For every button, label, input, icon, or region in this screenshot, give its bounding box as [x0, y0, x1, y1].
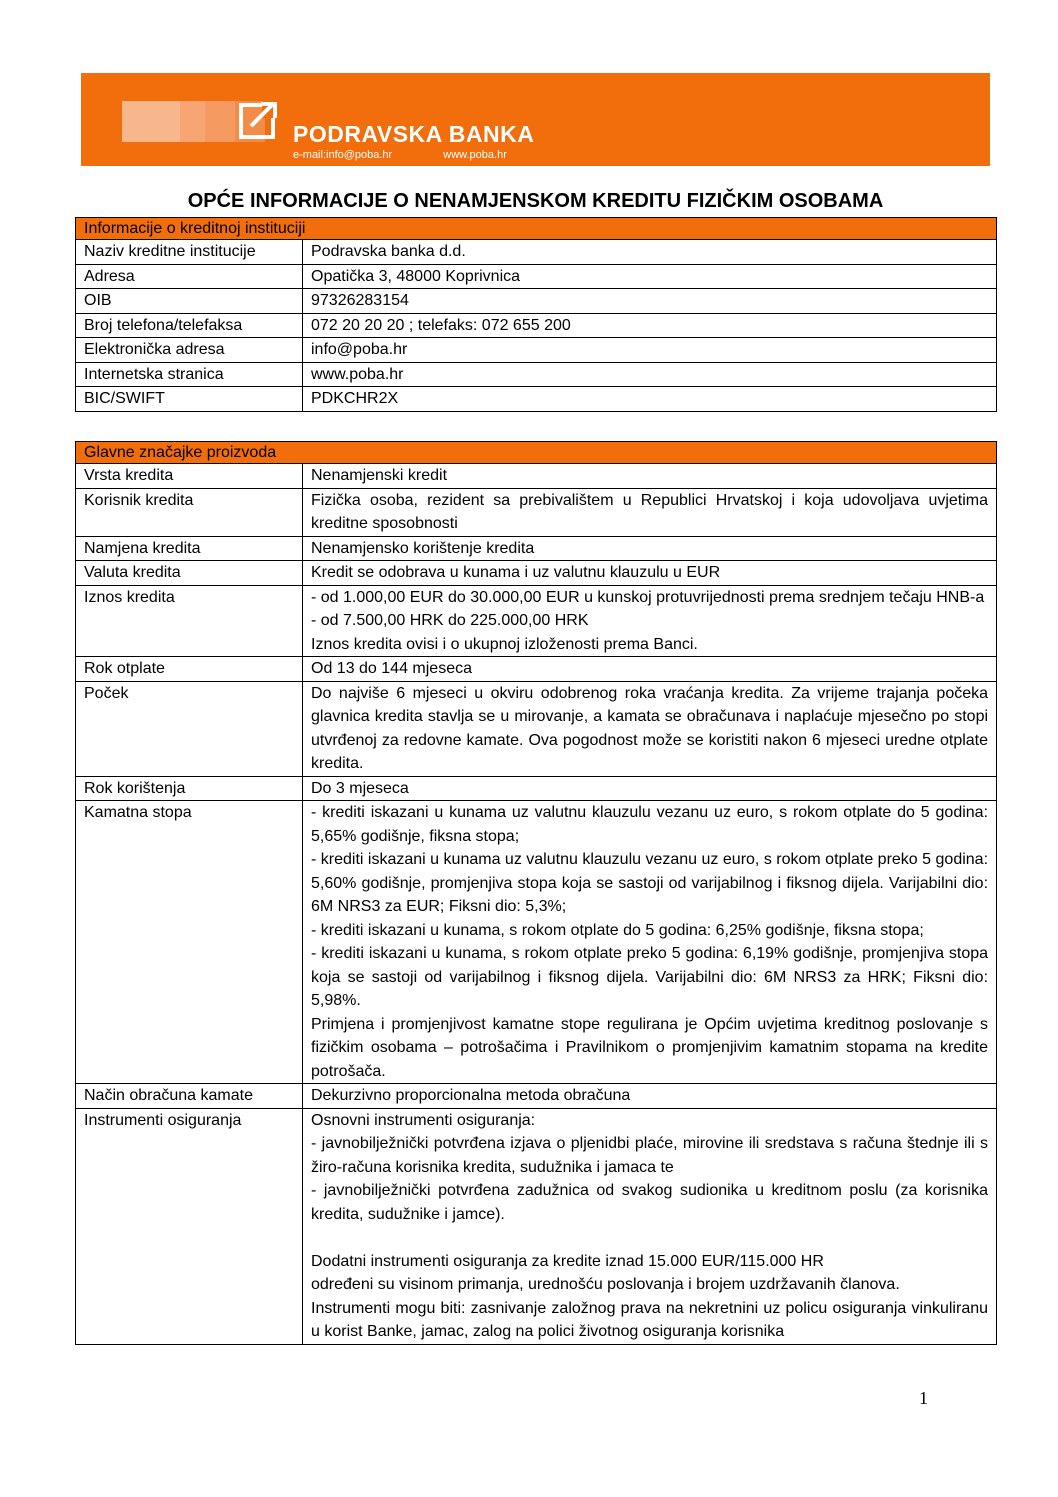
row-label: Internetska stranica	[76, 362, 303, 387]
value-line: - krediti iskazani u kunama, s rokom otplate preko 5 godina: 6,19% godišnje, promjenjiva stopa koja se sastoji od varijabilnog i fiksnog dijela. Varijabilni dio: 6M NRS3 za HRK; Fiksni dio: 5,98%.	[311, 945, 989, 1009]
row-value	[303, 561, 997, 586]
row-value	[303, 681, 997, 776]
row-value: Opatička 3, 48000 Koprivnica	[303, 264, 997, 289]
value-line: Iznos kredita ovisi i o ukupnoj izloženosti prema Banci.	[311, 635, 698, 653]
table-heading-row	[76, 442, 997, 464]
value-line	[311, 1226, 988, 1250]
table-row	[76, 362, 997, 387]
value-line: Do najviše 6 mjeseci u okviru odobrenog roka vraćanja kredita. Za vrijeme trajanja počeka glavnica kredita stavlja se u mirovanje, a kamata se obračunava i naplaćuje mjesečno po stopi utvrđenoj za redovne kamate. Ova pogodnost može se koristiti nakon 6 mjeseci uredne otplate kredita.	[311, 684, 989, 772]
table-row	[76, 681, 997, 776]
value-line: Nenamjenski kredit	[311, 467, 448, 484]
row-value	[303, 536, 997, 561]
row-label: Poček	[76, 681, 303, 776]
table-row	[76, 488, 997, 536]
header-contact	[293, 149, 507, 161]
value-line: - od 1.000,00 EUR do 30.000,00 EUR u kunskoj protuvrijednosti prema srednjem tečaju HNB-a	[311, 588, 985, 606]
value-line: Instrumenti mogu biti: zasnivanje založnog prava na nekretnini uz policu osiguranja vinkuliranu u korist Banke, jamac, zalog na polici životnog osiguranja korisnika	[311, 1299, 989, 1340]
decor-square	[122, 101, 180, 142]
row-value	[303, 657, 997, 682]
decor-square	[205, 101, 235, 142]
row-value	[303, 1108, 997, 1344]
value-line: Do 3 mjeseca	[311, 779, 409, 797]
row-value	[303, 464, 997, 489]
row-value: info@poba.hr	[303, 338, 997, 363]
table-row	[76, 1108, 997, 1344]
value-line: Fizička osoba, rezident sa prebivalištem u Republici Hrvatskoj i koja udovoljava uvjetima kreditne sposobnosti	[311, 491, 989, 532]
row-value: PDKCHR2X	[303, 387, 997, 412]
row-label: Način obračuna kamate	[76, 1084, 303, 1109]
header-website[interactable]: www.poba.hr	[443, 149, 507, 161]
institution-info-table	[75, 217, 997, 412]
value-line: - od 7.500,00 HRK do 225.000,00 HRK	[311, 612, 589, 629]
row-value	[303, 801, 997, 1084]
product-heading: Glavne značajke proizvoda	[76, 442, 997, 464]
row-label: Rok korištenja	[76, 776, 303, 801]
institution-heading: Informacije o kreditnoj instituciji	[76, 218, 997, 240]
row-label: Adresa	[76, 264, 303, 289]
table-row	[76, 240, 997, 265]
table-row	[76, 585, 997, 657]
table-row	[76, 657, 997, 682]
table-row	[76, 264, 997, 289]
row-value	[303, 1084, 997, 1109]
table-row	[76, 1084, 997, 1109]
document-title: OPĆE INFORMACIJE O NENAMJENSKOM KREDITU FIZIČKIM OSOBAMA	[187, 190, 884, 212]
row-value	[303, 776, 997, 801]
value-line: Nenamjensko korištenje kredita	[311, 539, 535, 557]
value-line: - javnobilježnički potvrđena zadužnica od svakog sudionika u kreditnom poslu (za korisnika kredita, sudužnike i jamce).	[311, 1182, 989, 1223]
check-square-icon	[238, 100, 280, 140]
row-value: www.poba.hr	[303, 362, 997, 387]
value-line: Dodatni instrumenti osiguranja za kredite iznad 15.000 EUR/115.000 HR	[311, 1252, 824, 1270]
row-value: 072 20 20 20 ; telefaks: 072 655 200	[303, 313, 997, 338]
value-line: Od 13 do 144 mjeseca	[311, 660, 472, 677]
value-line: Osnovni instrumenti osiguranja:	[311, 1111, 536, 1129]
table-row	[76, 338, 997, 363]
row-label: Elektronička adresa	[76, 338, 303, 363]
value-line: - krediti iskazani u kunama, s rokom otplate do 5 godina: 6,25% godišnje, fiksna stopa;	[311, 921, 924, 939]
table-row	[76, 801, 997, 1084]
header-banner	[81, 73, 990, 166]
table-row	[76, 313, 997, 338]
decor-square	[180, 101, 205, 142]
table-row	[76, 776, 997, 801]
row-label: Instrumenti osiguranja	[76, 1108, 303, 1344]
row-label: Valuta kredita	[76, 561, 303, 586]
page-number: 1	[919, 1388, 928, 1408]
row-label: Kamatna stopa	[76, 801, 303, 1084]
row-label: OIB	[76, 289, 303, 314]
row-label: Korisnik kredita	[76, 488, 303, 536]
row-label: Rok otplate	[76, 657, 303, 682]
table-row	[76, 387, 997, 412]
table-heading-row	[76, 218, 997, 240]
value-line: određeni su visinom primanja, urednošću poslovanja i brojem uzdržavanih članova.	[311, 1276, 900, 1293]
value-line: Kredit se odobrava u kunama i uz valutnu klauzulu u EUR	[311, 564, 721, 581]
row-label: Broj telefona/telefaksa	[76, 313, 303, 338]
value-line: Primjena i promjenjivost kamatne stope regulirana je Općim uvjetima kreditnog poslovanje s fizičkim osobama – potrošačima i Pravilnikom o promjenjivim kamatnim stopama na kredite potrošača.	[311, 1015, 989, 1080]
row-label: BIC/SWIFT	[76, 387, 303, 412]
value-line: - javnobilježnički potvrđena izjava o pljenidbi plaće, mirovine ili sredstava s računa štednje ili s žiro-računa korisnika kredita, sudužnika i jamaca te	[311, 1135, 989, 1176]
row-label: Iznos kredita	[76, 585, 303, 657]
row-label: Namjena kredita	[76, 536, 303, 561]
product-features-table	[75, 441, 997, 1345]
header-email[interactable]: e-mail:info@poba.hr	[293, 149, 393, 161]
value-line: - krediti iskazani u kunama uz valutnu klauzulu vezanu uz euro, s rokom otplate do 5 godina: 5,65% godišnje, fiksna stopa;	[311, 804, 989, 845]
row-value	[303, 488, 997, 536]
row-label: Naziv kreditne institucije	[76, 240, 303, 265]
row-label: Vrsta kredita	[76, 464, 303, 489]
table-row	[76, 289, 997, 314]
value-line: - krediti iskazani u kunama uz valutnu klauzulu vezanu uz euro, s rokom otplate preko 5 godina: 5,60% godišnje, promjenjiva stopa koja se sastoji od varijabilnog i fiksnog dijela. Varijabilni dio: 6M NRS3 za EUR; Fiksni dio: 5,3%;	[311, 851, 989, 915]
brand-name: PODRAVSKA BANKA	[293, 121, 535, 147]
table-row	[76, 561, 997, 586]
row-value: 97326283154	[303, 289, 997, 314]
value-line: Dekurzivno proporcionalna metoda obračuna	[311, 1087, 631, 1104]
row-value	[303, 585, 997, 657]
table-row	[76, 464, 997, 489]
table-row	[76, 536, 997, 561]
row-value: Podravska banka d.d.	[303, 240, 997, 265]
